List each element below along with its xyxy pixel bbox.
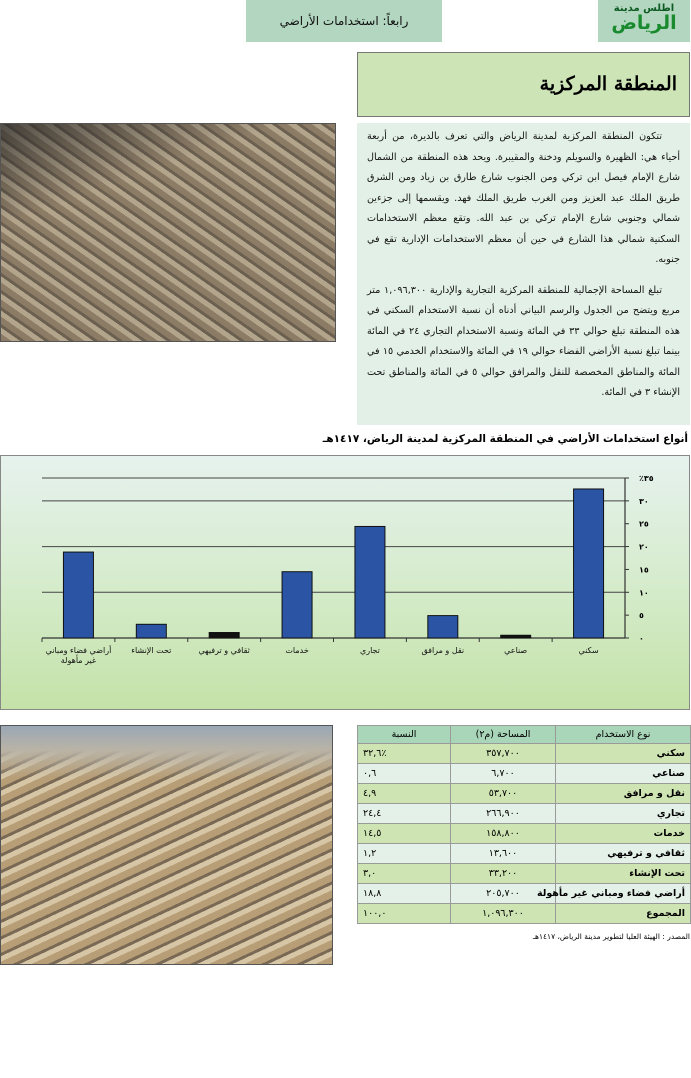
section-header [246,0,442,42]
table-row [358,744,691,764]
table-row [358,804,691,824]
cell-type: تحت الإنشاء [556,864,691,884]
chart-title: أنواع استخدامات الأراضي في المنطقة المركزية لمدينة الرياض، ١٤١٧هـ [322,433,688,445]
aerial-photo-downtown [0,725,333,965]
cell-type: صناعي [556,764,691,784]
cell-area: ٣٣,٢٠٠ [451,864,556,884]
table-header-row [358,726,691,744]
y-tick-label: ٢٥ [639,519,649,529]
aerial-photo-central-area [0,123,336,342]
y-tick-label: ١٥ [639,565,649,575]
bar [574,489,604,638]
bar-chart [0,455,690,710]
cell-percent: ٢٤,٤ [358,804,451,824]
atlas-logo [598,0,690,42]
bar [428,616,458,638]
section-title: رابعاً: استخدامات الأراضي [279,14,409,28]
cell-percent: ٤,٩ [358,784,451,804]
cell-type: ثقافي و ترفيهي [556,844,691,864]
paragraph-1: تتكون المنطقة المركزية لمدينة الرياض والتي تعرف بالديرة، من أربعة أحياء هي: الظهيرة والسويلم ودخنة والمقيبرة. ويحد هذه المنطقة من الشمال شارع الإمام فيصل ابن تركي ومن الجنوب شارع طارق بن زياد ومن الشرق طريق الملك عبد العزيز ومن الغرب طريق الملك فهد. ويقسمها إلى جزءين شمالي وجنوبي شارع الإمام تركي بن عبد الله. وتقع معظم الاستخدامات السكنية شمالي هذا الشارع في حين أن معظم الاستخدامات الإدارية تقع في جنوبه. [367,131,680,265]
x-tick-label: صناعي [504,646,528,655]
x-tick-label: أراضي فضاء ومباني غير مأهولة [45,646,112,665]
table-row [358,884,691,904]
page-title-text: المنطقة المركزية [539,73,677,95]
x-tick-label: خدمات [285,646,309,655]
x-tick-label: نقل و مرافق [421,646,465,655]
y-tick-label: ٪٣٥ [639,474,654,483]
chart-svg [1,456,691,711]
cell-area: ٣٥٧,٧٠٠ [451,744,556,764]
table-row [358,844,691,864]
body-text [357,123,690,425]
cell-percent: ١٨,٨ [358,884,451,904]
table-source: المصدر : الهيئة العليا لتطوير مدينة الرياض، ١٤١٧هـ [532,932,690,941]
cell-area: ١٣,٦٠٠ [451,844,556,864]
logo-big-text: الرياض [611,12,677,34]
paragraph-2: تبلغ المساحة الإجمالية للمنطقة المركزية التجارية والإدارية ١,٠٩٦,٣٠٠ متر مربع ويتضح من الجدول والرسم البياني أدناه أن نسبة الاستخدام السكني في هذه المنطقة تبلغ حوالي ٣٣ في المائة ونسبة الاستخدام التجاري ٢٤ في المائة بينما تبلغ نسبة الأراضي الفضاء حوالي ١٩ في المائة والاستخدام الخدمي ١٥ في المائة والمناطق المخصصة للنقل والمرافق حوالي ٥ في المائة والمناطق تحت الإنشاء ٣ في المائة. [367,284,680,398]
bar [501,635,531,638]
table-row [358,764,691,784]
land-use-table [357,725,691,924]
bar [136,624,166,638]
page-title [357,52,690,117]
logo-small-text: اطلس مدينة [613,3,675,14]
cell-percent: ١٠٠,٠ [358,904,451,924]
header-area: المساحة (م٢) [451,726,556,744]
cell-type: أراضي فضاء ومباني غير مأهولة [556,884,691,904]
cell-area: ٢٦٦,٩٠٠ [451,804,556,824]
cell-percent: ٣,٠ [358,864,451,884]
table-row [358,784,691,804]
cell-area: ١,٠٩٦,٣٠٠ [451,904,556,924]
table-row [358,864,691,884]
cell-type: تجاري [556,804,691,824]
table-row [358,904,691,924]
bar [209,633,239,638]
y-tick-label: ١٠ [639,588,649,598]
y-tick-label: ٠ [639,634,644,643]
bar [63,552,93,638]
x-tick-label: تحت الإنشاء [131,646,172,655]
header-type: نوع الاستخدام [556,726,691,744]
table-row [358,824,691,844]
cell-percent: ١٤,٥ [358,824,451,844]
bar [355,526,385,638]
x-tick-label: تجاري [359,646,380,655]
y-tick-label: ٢٠ [639,542,649,552]
cell-area: ١٥٨,٨٠٠ [451,824,556,844]
x-tick-label: ثقافي و ترفيهي [198,646,250,655]
cell-type: سكني [556,744,691,764]
y-tick-label: ٣٠ [639,496,649,506]
cell-area: ٦,٧٠٠ [451,764,556,784]
cell-type: المجموع [556,904,691,924]
cell-type: نقل و مرافق [556,784,691,804]
bar [282,572,312,638]
header-percent: النسبة [358,726,451,744]
cell-percent: ٠,٦ [358,764,451,784]
x-tick-label: سكني [578,646,599,655]
cell-area: ٥٣,٧٠٠ [451,784,556,804]
cell-percent: ١,٢ [358,844,451,864]
cell-percent: ٪٣٢,٦ [358,744,451,764]
cell-type: خدمات [556,824,691,844]
y-tick-label: ٥ [639,611,644,621]
cell-area: ٢٠٥,٧٠٠ [451,884,556,904]
